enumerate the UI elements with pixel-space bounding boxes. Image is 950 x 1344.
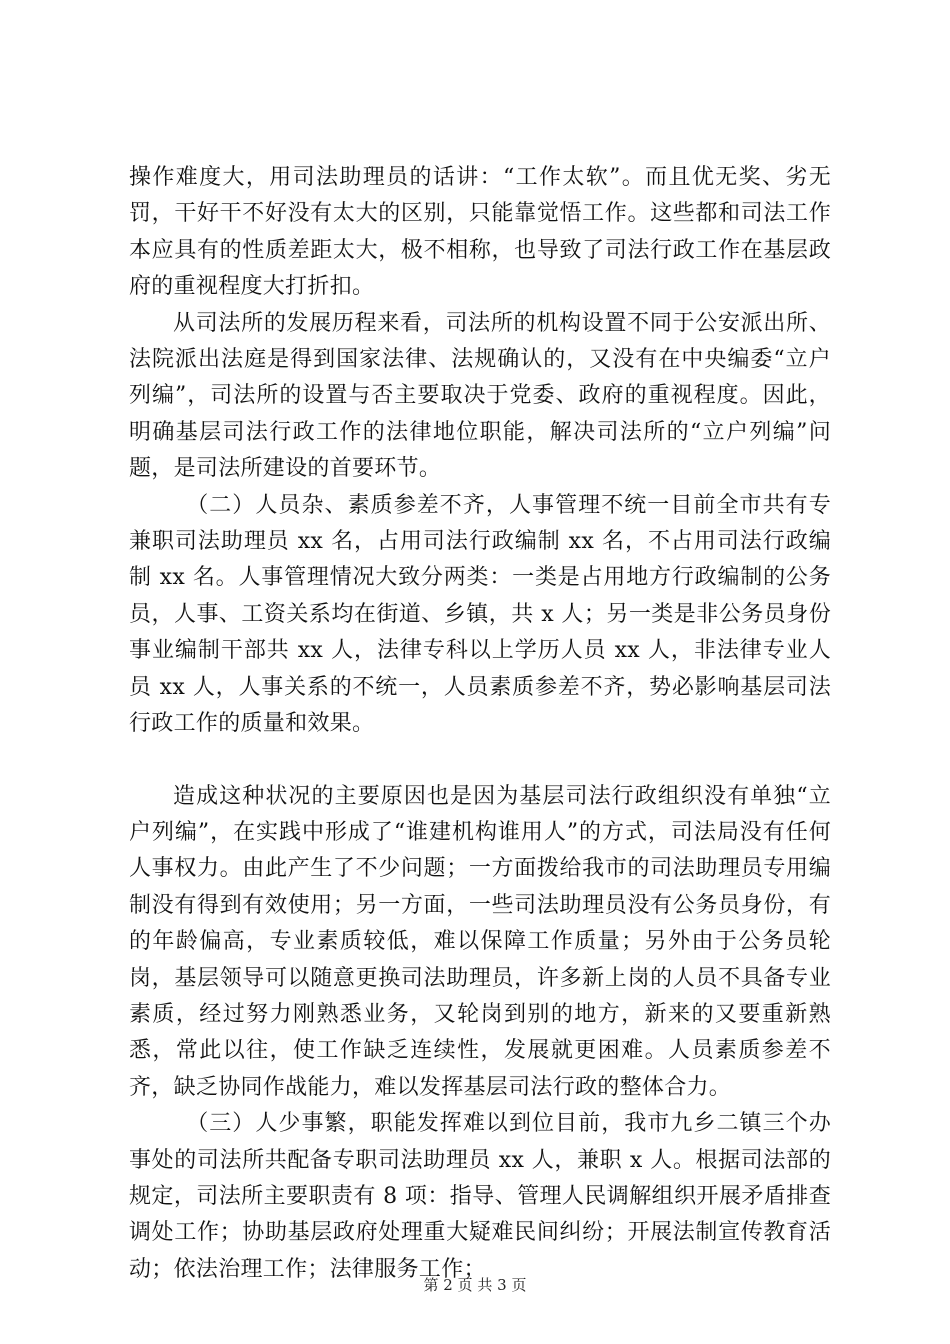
paragraph-1: 操作难度大，用司法助理员的话讲：“工作太软”。而且优无奖、劣无罚，干好干不好没有太大的区别，只能靠觉悟工作。这些都和司法工作本应具有的性质差距太大，极不相称，也导致了司法行政工作在基层政府的重视程度大打折扣。 bbox=[129, 165, 831, 300]
paragraph-5: （三）人少事繁，职能发挥难以到位目前，我市九乡二镇三个办事处的司法所共配备专职司法助理员 xx 人，兼职 x 人。根据司法部的规定，司法所主要职责有 8 项：指导、管理人民调解组织开展矛盾排查调处工作；协助基层政府处理重大疑难民间纠纷；开展法制宣传教育活动；依法治理工作；法律服务工作； bbox=[129, 1111, 831, 1282]
paragraph-spacer bbox=[129, 743, 831, 779]
paragraph-3: （二）人员杂、素质参差不齐，人事管理不统一目前全市共有专兼职司法助理员 xx 名，占用司法行政编制 xx 名，不占用司法行政编制 xx 名。人事管理情况大致分两类：一类是占用地方行政编制的公务员，人事、工资关系均在街道、乡镇，共 x 人；另一类是非公务员身份事业编制干部共 xx 人，法律专科以上学历人员 xx 人，非法律专业人员 xx 人，人事关系的不统一，人员素质参差不齐，势必影响基层司法行政工作的质量和效果。 bbox=[129, 492, 831, 737]
paragraph-2: 从司法所的发展历程来看，司法所的机构设置不同于公安派出所、法院派出法庭是得到国家法律、法规确认的，又没有在中央编委“立户列编”，司法所的设置与否主要取决于党委、政府的重视程度。因此，明确基层司法行政工作的法律地位职能，解决司法所的“立户列编”问题，是司法所建设的首要环节。 bbox=[129, 310, 831, 482]
paragraph-4: 造成这种状况的主要原因也是因为基层司法行政组织没有单独“立户列编”，在实践中形成了“谁建机构谁用人”的方式，司法局没有任何人事权力。由此产生了不少问题；一方面拨给我市的司法助理员专用编制没有得到有效使用；另一方面，一些司法助理员没有公务员身份，有的年龄偏高，专业素质较低，难以保障工作质量；另外由于公务员轮岗，基层领导可以随意更换司法助理员，许多新上岗的人员不具备专业素质，经过努力刚熟悉业务，又轮岗到别的地方，新来的又要重新熟悉，常此以往，使工作缺乏连续性，发展就更困难。人员素质参差不齐，缺乏协同作战能力，难以发挥基层司法行政的整体合力。 bbox=[129, 783, 831, 1100]
page-number-footer: 第 2 页 共 3 页 bbox=[423, 1276, 527, 1294]
document-body bbox=[129, 160, 831, 1288]
